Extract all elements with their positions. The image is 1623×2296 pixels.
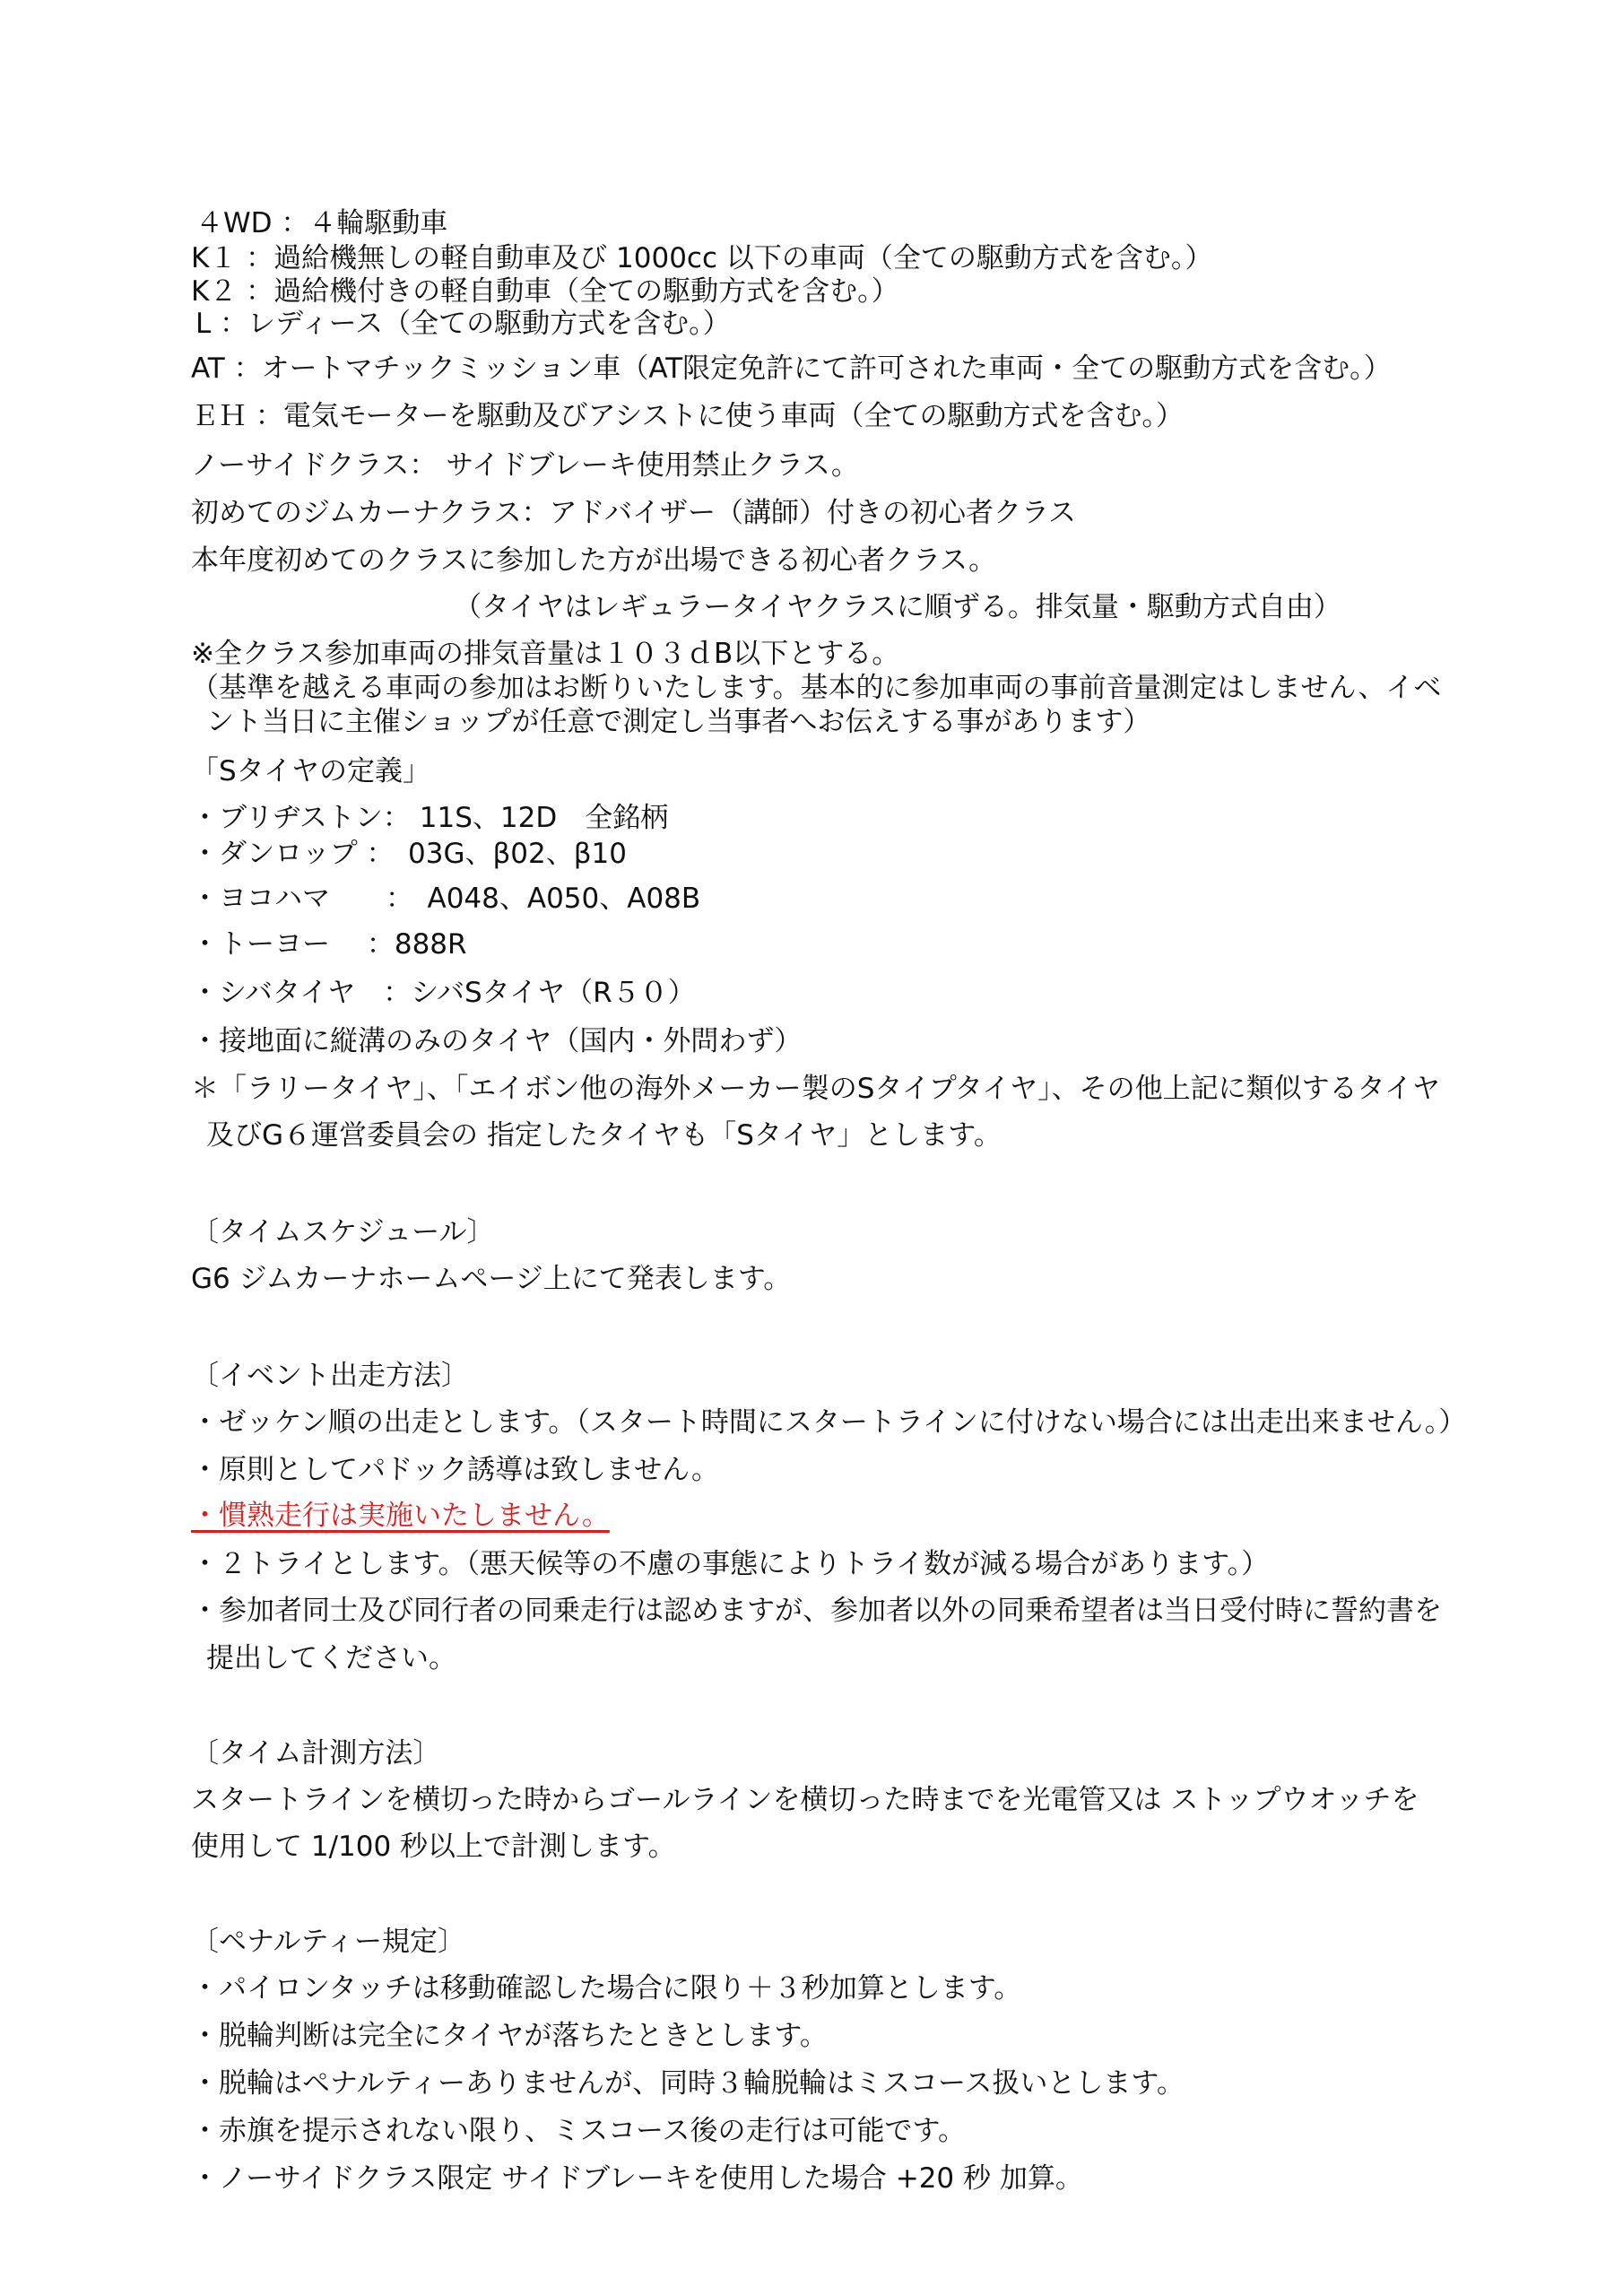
s-tire-heading: 「Sタイヤの定義」 [191,755,431,787]
timing-text-1: スタートラインを横切った時からゴールラインを横切った時までを光電管又は ストップウオッチを [191,1784,1419,1816]
schedule-text: G6 ジムカーナホームページ上にて発表します。 [191,1263,792,1295]
s-tire-note-2: 及びG６運営委員会の 指定したタイヤも「Sタイヤ」とします。 [206,1119,1002,1152]
s-tire-toyo: ・トーヨー ：888R [191,928,467,961]
class-eh: ＥＨ ：電気モーターを駆動及びアシストに使う車両（全ての駆動方式を含む。） [191,400,1184,432]
class-l: L ：レディース（全ての駆動方式を含む。） [195,308,731,340]
s-tire-yokohama: ・ヨコハマ ： A048、A050、A08B [191,883,701,915]
s-tire-bridgestone: ・ブリヂストン： 11S、12D 全銘柄 [191,802,669,834]
class-first-gymkhana: 初めてのジムカーナクラス：アドバイザー（講師）付きの初心者クラス [191,497,1077,529]
class-k1: K１ ：過給機無しの軽自動車及び 1000cc 以下の車両（全ての駆動方式を含む。） [191,242,1213,274]
class-at: AT ：オートマチックミッション車（AT限定免許にて許可された車両・全ての駆動方式を含む。） [191,352,1392,385]
event-method-item-1: ・ゼッケン順の出走とします。（スタート時間にスタートラインに付けない場合には出走出来ません。） [191,1406,1467,1439]
event-method-item-4: ・２トライとします。（悪天候等の不慮の事態によりトライ数が減る場合があります。） [191,1548,1270,1580]
class-tire-note: （タイヤはレギュラータイヤクラスに順ずる。排気量・駆動方式自由） [454,591,1341,623]
penalty-item-5: ・ノーサイドクラス限定 サイドブレーキを使用した場合 +20 秒 加算。 [191,2162,1083,2195]
s-tire-groove: ・接地面に縦溝のみのタイヤ（国内・外問わず） [191,1025,803,1057]
penalty-item-3: ・脱輪はペナルティーありませんが、同時３輪脱輪はミスコース扱いとします。 [191,2067,1185,2100]
penalty-item-2: ・脱輪判断は完全にタイヤが落ちたときとします。 [191,2020,828,2052]
penalty-item-1: ・パイロンタッチは移動確認した場合に限り＋３秒加算とします。 [191,1972,1022,2005]
class-beginner: 本年度初めてのクラスに参加した方が出場できる初心者クラス。 [191,544,997,577]
exhaust-note-2: ント当日に主催ショップが任意で測定し当事者へお伝えする事があります） [206,706,1151,738]
exhaust-note-1: （基準を越える車両の参加はお断りいたします。基本的に参加車両の事前音量測定はしません、イベ [191,672,1442,704]
exhaust-limit: ※全クラス参加車両の排気音量は１０３ｄB以下とする。 [191,638,900,670]
s-tire-shiba: ・シバタイヤ ：シバSタイヤ（R５０） [191,977,696,1009]
schedule-heading: 〔タイムスケジュール〕 [191,1216,495,1248]
s-tire-note-1: ＊「ラリータイヤ」、「エイボン他の海外メーカー製のSタイプタイヤ」、その他上記に類似するタイヤ [191,1073,1440,1105]
class-k2: K２ ：過給機付きの軽自動車（全ての駆動方式を含む。） [191,275,899,308]
event-method-item-5a: ・参加者同士及び同行者の同乗走行は認めますが、参加者以外の同乗希望者は当日受付時に誓約書を [191,1595,1442,1627]
event-method-item-3-highlight: ・慣熟走行は実施いたしません。 [191,1500,610,1532]
penalty-item-4: ・赤旗を提示されない限り、ミスコース後の走行は可能です。 [191,2115,966,2147]
timing-text-2: 使用して 1/100 秒以上で計測します。 [191,1831,676,1863]
class-no-side: ノーサイドクラス： サイドブレーキ使用禁止クラス。 [191,449,859,482]
timing-heading: 〔タイム計測方法〕 [191,1737,441,1770]
event-method-heading: 〔イベント出走方法〕 [191,1360,469,1392]
event-method-item-2: ・原則としてパドック誘導は致しません。 [191,1454,719,1486]
class-4wd: ４WD ：４輪駆動車 [195,207,448,239]
penalty-heading: 〔ペナルティー規定〕 [191,1926,465,1958]
s-tire-dunlop: ・ダンロップ ： 03G、β02、β10 [191,838,627,870]
event-method-item-5b: 提出してください。 [206,1642,456,1674]
